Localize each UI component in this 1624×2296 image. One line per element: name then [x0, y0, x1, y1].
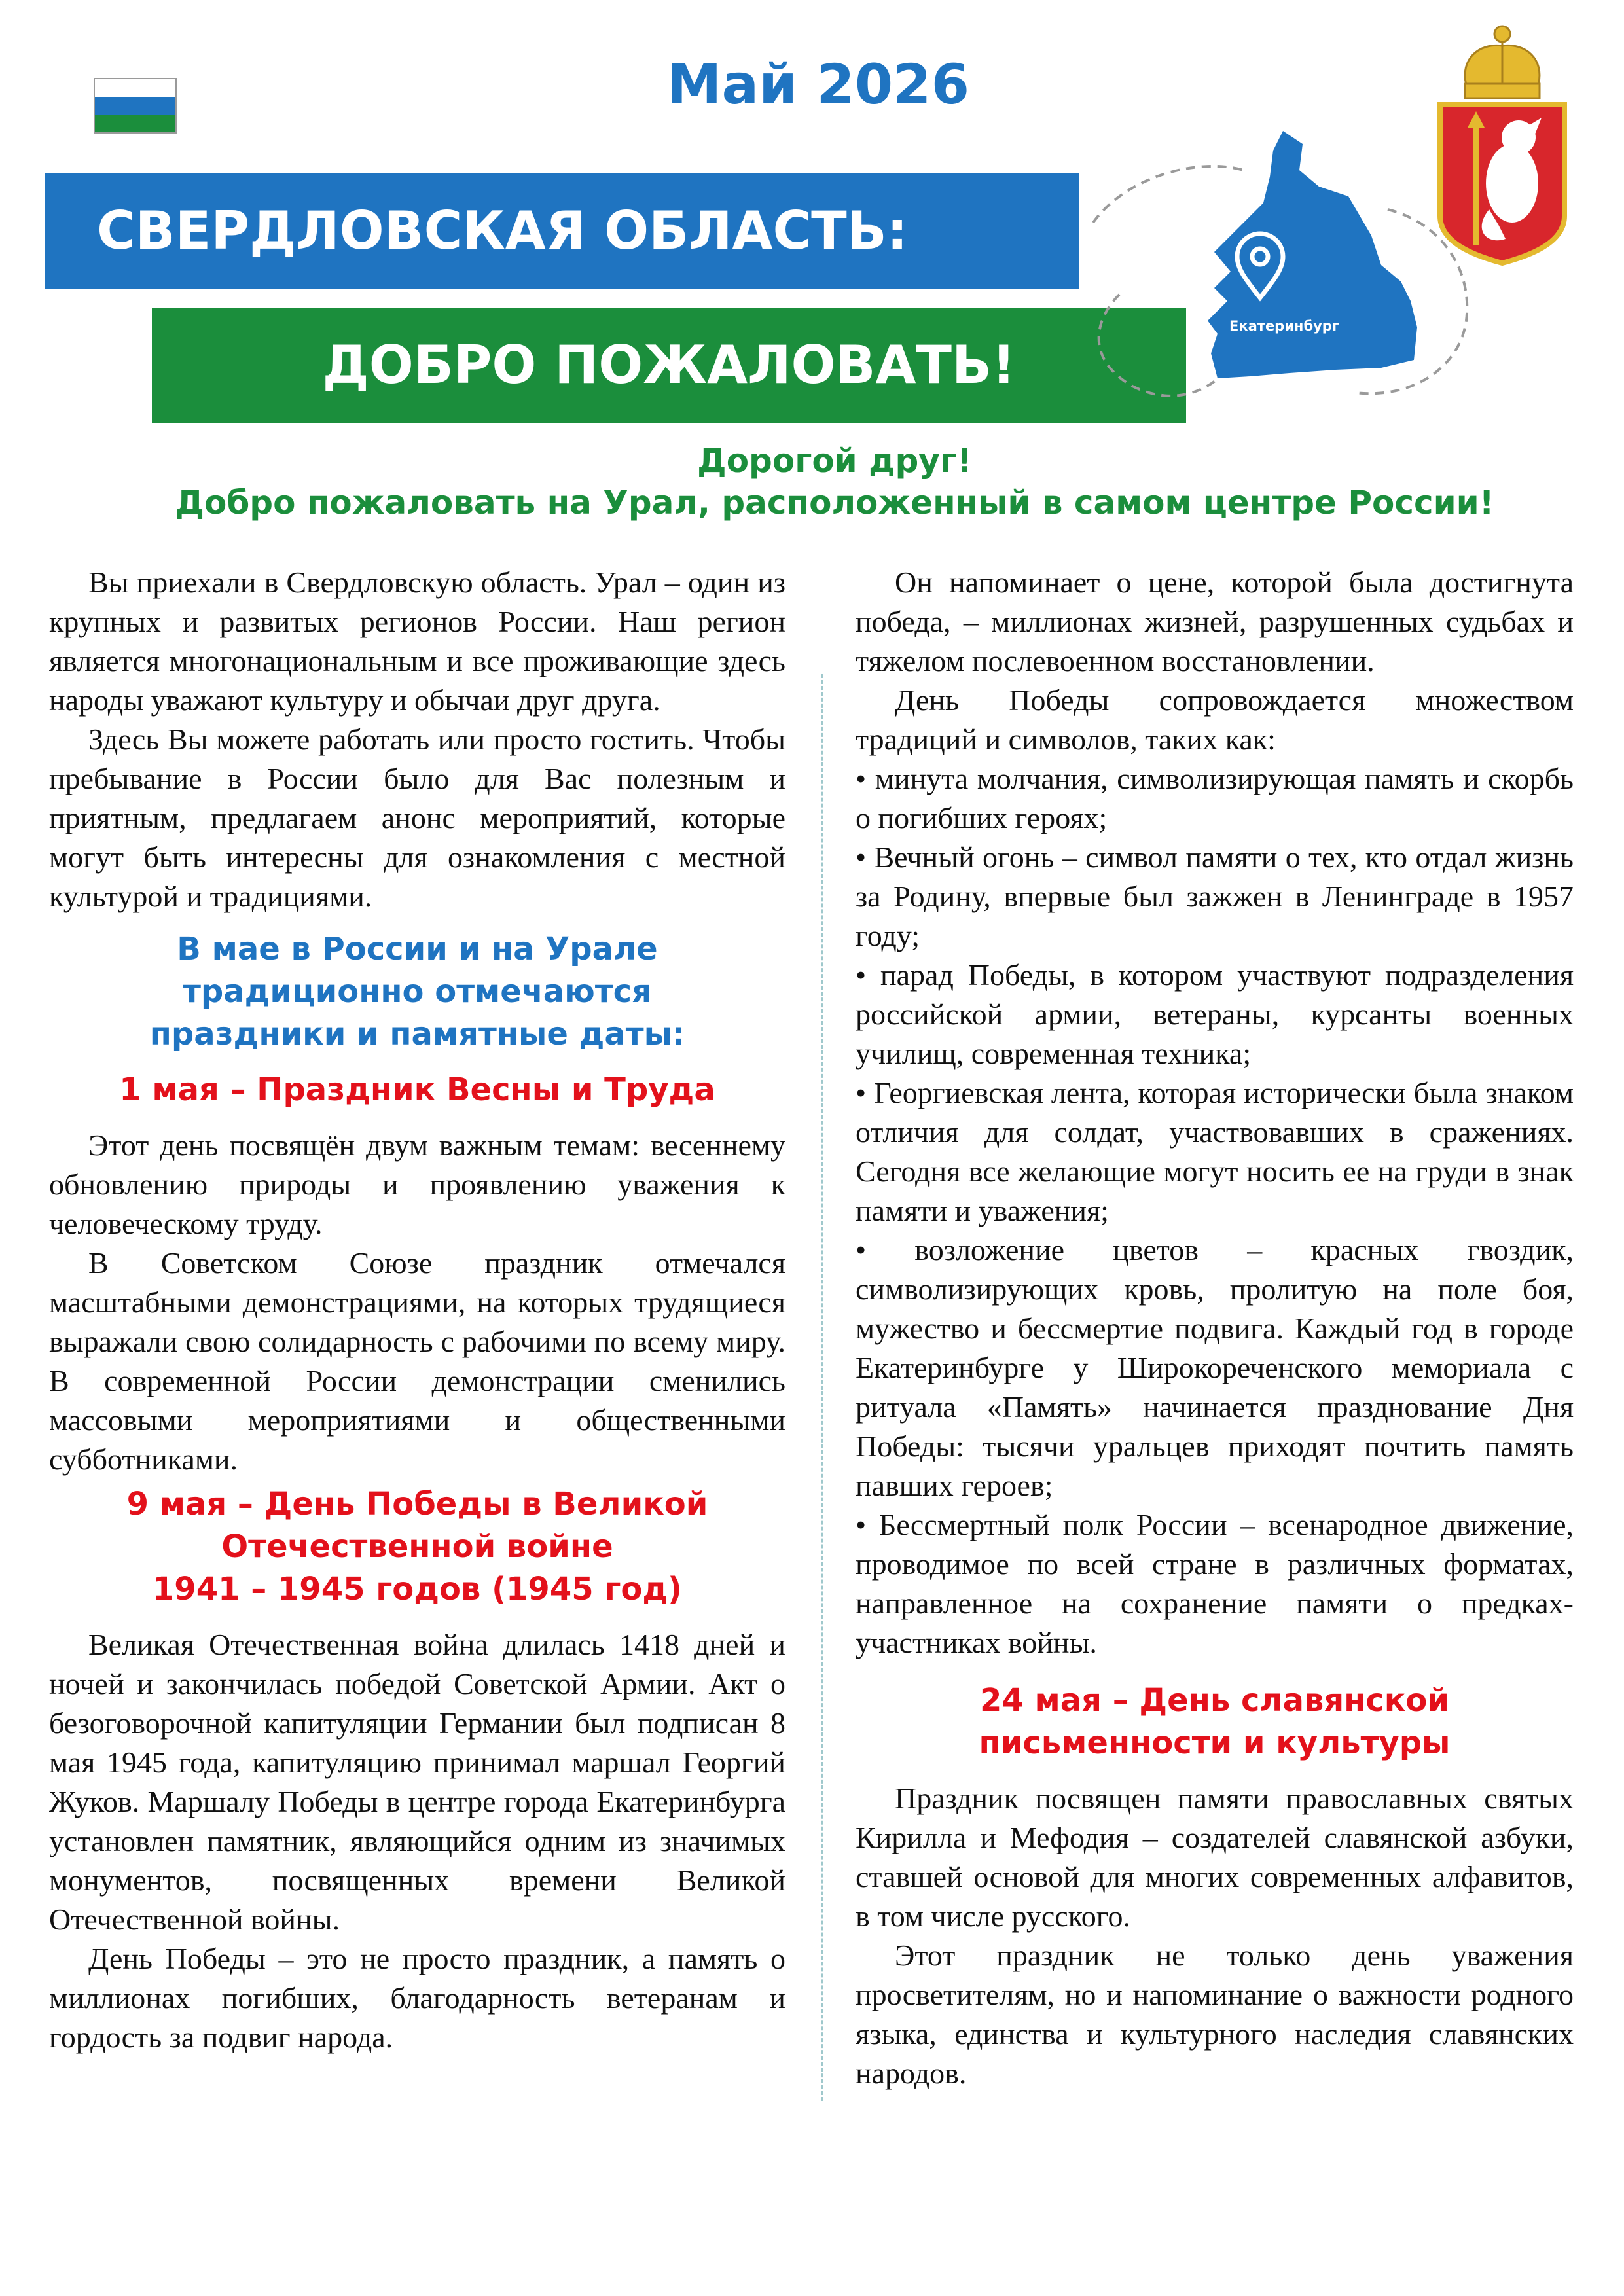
section-heading — [49, 928, 785, 1056]
holiday-heading-may-1 — [49, 1069, 785, 1111]
holiday-heading-line: 24 мая – День славянской — [980, 1682, 1449, 1719]
coat-of-arms-icon — [1427, 20, 1578, 268]
holiday-heading-line: письменности и культуры — [979, 1725, 1451, 1761]
holiday-heading-line: Отечественной войне — [221, 1528, 613, 1565]
section-heading-line: традиционно отмечаются — [183, 973, 652, 1010]
map-dashed-outline — [1099, 295, 1224, 396]
tradition-list-item: • Вечный огонь – символ памяти о тех, кто отдал жизнь за Родину, впервые был зажжен в Ленинграде в 1957 году; — [856, 840, 1574, 952]
sverdlovsk-flag-icon — [94, 78, 177, 134]
crown-icon — [1465, 26, 1540, 98]
section-heading-line: В мае в России и на Урале — [177, 931, 658, 967]
holiday-heading-line: 1 мая – Праздник Весны и Труда — [119, 1071, 715, 1108]
may-24-paragraph: Праздник посвящен памяти православных святых Кирилла и Мефодия – создателей славянской азбуки, ставшей основой для многих современных алфавитов, в том числе русского. — [856, 1782, 1574, 1933]
may-9-paragraph: День Победы – это не просто праздник, а память о миллионах погибших, благодарность ветеранам и гордость за подвиг народа. — [49, 1942, 785, 2054]
victory-paragraph: День Победы сопровождается множеством традиций и символов, таких как: — [856, 683, 1574, 756]
holiday-heading-line: 1941 – 1945 годов (1945 год) — [152, 1571, 683, 1607]
tradition-list-item: • Георгиевская лента, которая исторически была знаком отличия для солдат, участвовавших в сражениях. Сегодня все желающие могут носить ее на груди в знак памяти и уважения; — [856, 1076, 1574, 1227]
holiday-heading-may-9 — [49, 1483, 785, 1611]
intro-paragraph: Здесь Вы можете работать или просто гостить. Чтобы пребывание в России было для Вас полезным и приятным, предлагаем анонс мероприятий, которые могут быть интересны для ознакомления с местной культурой и традициями. — [49, 723, 785, 913]
section-heading-line: праздники и памятные даты: — [149, 1016, 685, 1052]
greeting-line-1: Дорогой друг! — [697, 442, 972, 480]
flag-stripe-blue — [95, 97, 175, 115]
holiday-heading-may-24 — [856, 1679, 1574, 1765]
region-banner: СВЕРДЛОВСКАЯ ОБЛАСТЬ: — [45, 173, 1079, 289]
victory-paragraph: Он напоминает о цене, которой была достигнута победа, – миллионах жизней, разрушенных судьбах и тяжелом послевоенном восстановлении. — [856, 565, 1574, 677]
flag-stripe-green — [95, 115, 175, 132]
tradition-list-item: • Бессмертный полк России – всенародное движение, проводимое по всей стране в различных форматах, направленное на сохранение памяти о предках-участниках войны. — [856, 1508, 1574, 1659]
welcome-banner: ДОБРО ПОЖАЛОВАТЬ! — [152, 308, 1186, 423]
column-divider — [821, 674, 823, 2101]
may-1-paragraph: В Советском Союзе праздник отмечался масштабными демонстрациями, на которых трудящиеся выражали свою солидарность с рабочими по всему миру. В современной России демонстрации сменились массовыми мероприятиями и общественными субботниками. — [49, 1246, 785, 1476]
left-column — [49, 563, 785, 2057]
holiday-heading-line: 9 мая – День Победы в Великой — [126, 1486, 708, 1522]
flag-stripe-white — [95, 79, 175, 97]
tradition-list-item: • минута молчания, символизирующая память и скорбь о погибших героях; — [856, 762, 1574, 834]
right-column — [856, 563, 1574, 2093]
intro-paragraph: Вы приехали в Свердловскую область. Урал – один из крупных и развитых регионов России. Наш регион является многонациональным и все проживающие здесь народы уважают культуру и обычаи друг друга. — [49, 565, 785, 717]
issue-date: Май 2026 — [666, 52, 970, 117]
tradition-list-item: • возложение цветов – красных гвоздик, символизирующих кровь, пролитую на поле боя, мужество и бессмертие подвига. Каждый год в городе Екатеринбурге у Широкореченского мемориала с ритуала «Память» начинается празднование Дня Победы: тысячи уральцев приходят почтить память павших героев; — [856, 1233, 1574, 1502]
greeting — [85, 440, 1584, 524]
greeting-line-2: Добро пожаловать на Урал, расположенный в самом центре России! — [175, 484, 1494, 522]
map-dashed-outline — [1093, 166, 1244, 223]
may-1-paragraph: Этот день посвящён двум важным темам: весеннему обновлению природы и проявлению уважения к человеческому труду. — [49, 1128, 785, 1240]
tradition-list-item: • парад Победы, в котором участвуют подразделения российской армии, ветераны, курсанты военных училищ, современная техника; — [856, 958, 1574, 1070]
may-9-paragraph: Великая Отечественная война длилась 1418 дней и ночей и закончилась победой Советской Армии. Акт о безоговорочной капитуляции Германии был подписан 8 мая 1945 года, капитуляцию принимал маршал Георгий Жуков. Маршалу Победы в центре города Екатеринбурга установлен памятник, являющийся одним из значимых монументов, посвященных времени Великой Отечественной войны. — [49, 1628, 785, 1936]
map-city-label: Екатеринбург — [1229, 318, 1339, 334]
may-24-paragraph: Этот праздник не только день уважения просветителям, но и напоминание о важности родного языка, единства и культурного наследия славянских народов. — [856, 1939, 1574, 2090]
